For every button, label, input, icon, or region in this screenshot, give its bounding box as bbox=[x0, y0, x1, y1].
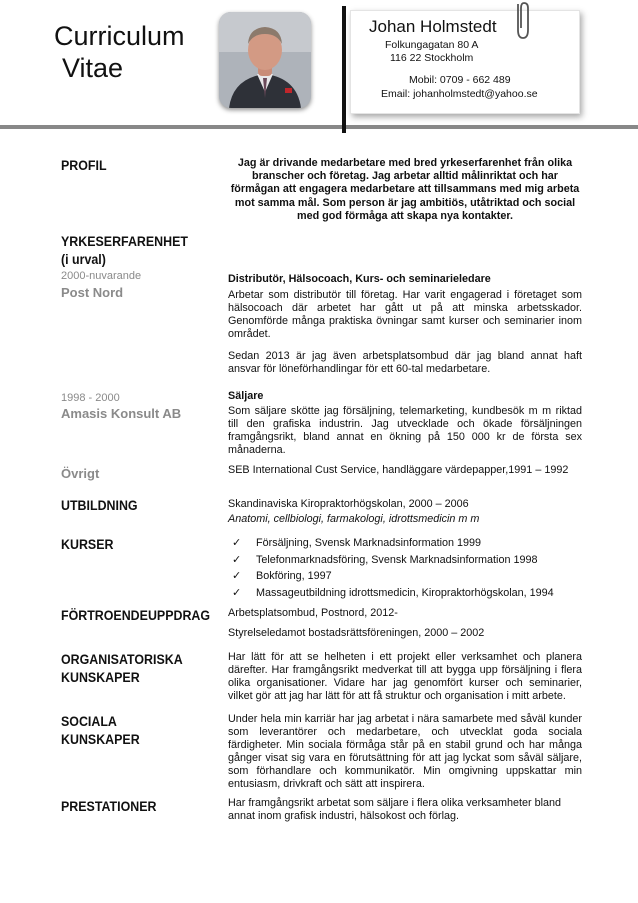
list-item: ✓ Massageutbildning idrottsmedicin, Kiropraktorhögskolan, 1994 bbox=[232, 586, 554, 599]
section-label-social: SOCIALA bbox=[61, 714, 117, 729]
section-label-organisational-2: KUNSKAPER bbox=[61, 670, 140, 685]
contact-card bbox=[350, 10, 580, 114]
contact-address-city: 116 22 Stockholm bbox=[390, 52, 474, 64]
job-description: Arbetar som distributör till företag. Har varit engagerad i företaget som hälsocoach där arbetet har gått ut på att minska arbetsskador. Genomförde många praktiska övningar samt kurser och seminarier inom området. bbox=[228, 289, 582, 340]
profile-photo bbox=[219, 12, 311, 108]
list-item: ✓ Telefonmarknadsföring, Svensk Marknadsinformation 1998 bbox=[232, 553, 538, 566]
job-title: Säljare bbox=[228, 390, 264, 402]
education-subjects: Anatomi, cellbiologi, farmakologi, idrottsmedicin m m bbox=[228, 513, 480, 525]
header-vertical-divider bbox=[342, 6, 346, 133]
section-label-profil: PROFIL bbox=[61, 158, 107, 173]
section-label-courses: KURSER bbox=[61, 537, 114, 552]
job-period: 2000-nuvarande bbox=[61, 270, 142, 282]
contact-email: Email: johanholmstedt@yahoo.se bbox=[381, 88, 538, 100]
section-sublabel-experience: (i urval) bbox=[61, 252, 106, 267]
checkmark-icon: ✓ bbox=[232, 586, 242, 599]
section-label-education: UTBILDNING bbox=[61, 498, 138, 513]
list-item: ✓ Bokföring, 1997 bbox=[232, 570, 332, 582]
header-divider bbox=[0, 125, 638, 129]
job-title: Distributör, Hälsocoach, Kurs- och seminarieledare bbox=[228, 273, 491, 285]
organisational-text: Har lätt för att se helheten i ett projekt eller verksamhet och planera därefter. Har framgångsrikt medverkat till att bygga upp försäljning i flera olika organisationer. Vidare har jag genomfört kurser och seminarier, vilket gör att jag har lätt för att få struktur och organisation i mitt arbete. bbox=[228, 651, 582, 702]
person-portrait-icon bbox=[219, 12, 311, 108]
course-list bbox=[228, 537, 582, 603]
cv-title-line1: Curriculum bbox=[54, 21, 185, 51]
checkmark-icon: ✓ bbox=[232, 537, 242, 549]
job-employer: Amasis Konsult AB bbox=[61, 406, 182, 421]
other-experience-label: Övrigt bbox=[61, 466, 100, 481]
list-item: ✓ Försäljning, Svensk Marknadsinformation 1999 bbox=[232, 537, 482, 549]
contact-name: Johan Holmstedt bbox=[369, 17, 497, 36]
section-label-organisational: ORGANISATORISKA bbox=[61, 652, 183, 667]
achievements-text: Har framgångsrikt arbetat som säljare i flera olika verksamheter bland annat inom grafisk industri, hälsokost och förlag. bbox=[228, 797, 562, 822]
education-school: Skandinaviska Kiropraktorhögskolan, 2000 – 2006 bbox=[228, 498, 469, 510]
trust-line1: Arbetsplatsombud, Postnord, 2012- bbox=[228, 607, 398, 619]
cv-title bbox=[54, 20, 185, 84]
checkmark-icon: ✓ bbox=[232, 570, 242, 582]
job-employer: Post Nord bbox=[61, 285, 124, 300]
job-description: Som säljare skötte jag försäljning, telemarketing, kundbesök m m riktad till den grafiska industrin. Jag utvecklade och ökade försäljningen framgångsrikt, bland annat en ökning på 150 000 kr de första sex månaderna. bbox=[228, 405, 582, 456]
checkmark-icon: ✓ bbox=[232, 553, 242, 566]
contact-phone: Mobil: 0709 - 662 489 bbox=[409, 74, 511, 86]
other-experience-text: SEB International Cust Service, handläggare värdepapper,1991 – 1992 bbox=[228, 464, 569, 476]
contact-address-street: Folkungagatan 80 A bbox=[385, 39, 479, 51]
section-label-experience: YRKESERFARENHET bbox=[61, 234, 188, 249]
profil-text: Jag är drivande medarbetare med bred yrkeserfarenhet från olika branscher och företag. Jag arbetar alltid målinriktat och har förmågan att engagera medarbetare att tillsammans med mig arbeta mot samma mål. Som person är jag ambitiös, utåtriktad och social med god förmåga att skapa nya kontakter. bbox=[230, 157, 580, 222]
section-label-achievements: PRESTATIONER bbox=[61, 799, 157, 814]
section-label-trust: FÖRTROENDEUPPDRAG bbox=[61, 608, 211, 623]
job-period: 1998 - 2000 bbox=[61, 392, 120, 404]
social-text: Under hela min karriär har jag arbetat i nära samarbete med såväl kunder som leverantörer och medarbetare, och utvecklat goda sociala färdigheter. Min sociala förmåga står på en stabil grund och har många gånger visat sig vara en förutsättning för att jag lyckat som såväl säljare, som förhandlare och kommunikatör. Min omgivning uppskattar min entusiasm, drivkraft och sätt att inspirera. bbox=[228, 713, 582, 790]
section-label-social-2: KUNSKAPER bbox=[61, 732, 140, 747]
paperclip-icon bbox=[512, 0, 532, 42]
trust-line2: Styrelseledamot bostadsrättsföreningen, 2000 – 2002 bbox=[228, 627, 485, 639]
cv-title-line2: Vitae bbox=[62, 53, 124, 83]
job-description-extra: Sedan 2013 är jag även arbetsplatsombud där jag bland annat haft ansvar för löneförhandlingar för ett 60-tal medarbetare. bbox=[228, 350, 582, 375]
